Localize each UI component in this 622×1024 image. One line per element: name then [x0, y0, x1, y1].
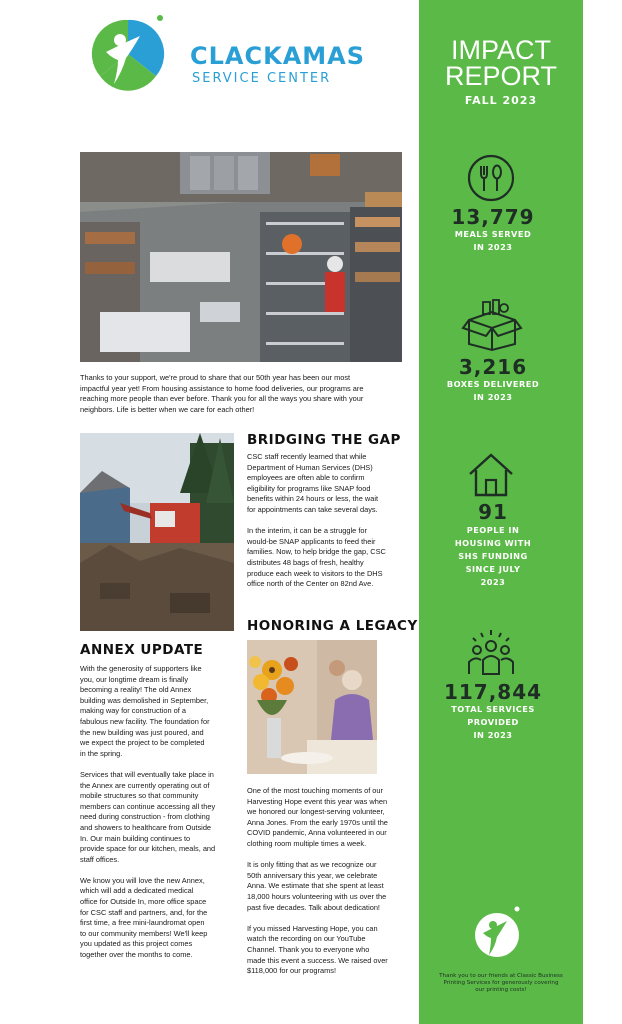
text-line: we honored our longest-serving volunteer,	[247, 807, 385, 817]
text-line: watch the recording on our YouTube	[247, 934, 366, 944]
impact-sidebar	[419, 0, 583, 1024]
text-line: Harvesting Hope event this year was when	[247, 796, 388, 806]
legacy-paragraph-1	[247, 786, 417, 850]
printing-thanks-note	[427, 973, 575, 994]
note-line: our printing costs!	[475, 987, 527, 993]
text-line: and showers to healthcare from Outside	[80, 822, 212, 832]
text-line: eligibility for programs like SNAP food	[247, 483, 371, 493]
text-line: If you missed Harvesting Hope, you can	[247, 923, 378, 933]
text-line: becoming a reality! The old Annex	[80, 685, 192, 695]
text-line: Department of Human Services (DHS)	[247, 462, 373, 472]
text-line: With the generosity of supporters like	[80, 664, 202, 673]
bridging-paragraph-1	[247, 452, 417, 516]
text-line: building was demolished in September,	[80, 695, 209, 705]
label-line: HOUSING WITH	[454, 538, 532, 548]
label-line: IN 2023	[473, 392, 513, 402]
text-line: One of the most touching moments of our	[247, 786, 383, 795]
text-line: would-be SNAP applicants to feed their	[247, 536, 376, 546]
intro-paragraph	[80, 373, 410, 415]
label-line: TOTAL SERVICES	[451, 704, 535, 714]
annex-update-text	[80, 664, 240, 971]
text-line: members can continue accessing all they	[80, 801, 216, 811]
stat-meals-number: 13,779	[451, 205, 535, 229]
stat-boxes-number: 3,216	[458, 355, 528, 379]
label-line: IN 2023	[473, 730, 513, 740]
bridging-gap-heading: BRIDGING THE GAP	[247, 432, 401, 448]
stat-housing-number: 91	[478, 500, 508, 524]
impact-title-line2: REPORT	[444, 61, 558, 91]
text-line: office north of the Center on 82nd Ave.	[247, 579, 374, 589]
text-line: Anna Jones. From the early 1970s until the	[247, 817, 388, 827]
label-line: 2023	[480, 577, 506, 587]
stat-meals-label	[419, 228, 567, 254]
text-line: 50th anniversary this year, we celebrate	[247, 870, 378, 880]
text-line: made this event a success. We raised over	[247, 955, 388, 965]
clackamas-logo	[88, 14, 168, 94]
text-line: CSC staff recently learned that while	[247, 452, 367, 461]
text-line: clothing room multiple times a week.	[247, 838, 367, 848]
annex-paragraph-3	[80, 876, 240, 961]
intro-line: reaching more people than ever before. Thank you for all the ways you share with your	[80, 394, 364, 404]
text-line: to our community members! We'll keep	[80, 928, 208, 938]
text-line: past five decades. Talk about dedication!	[247, 902, 380, 912]
label-line: SINCE JULY	[465, 564, 521, 574]
stat-services-number: 117,844	[443, 680, 543, 704]
stat-boxes-label	[419, 378, 567, 404]
text-line: for CSC staff and partners, and, for the	[80, 907, 208, 917]
impact-title-line1: IMPACT	[451, 35, 551, 65]
text-line: mobile structures so that community	[80, 791, 199, 801]
label-line: BOXES DELIVERED	[446, 379, 540, 389]
honoring-legacy-text	[247, 786, 417, 987]
note-line: Thank you to our friends at Classic Business	[439, 973, 563, 979]
text-line: Services that will eventually take place in	[80, 769, 214, 779]
text-line: Anna. We estimate that she spent at least	[247, 881, 384, 891]
text-line: Channel. Thank you to everyone who	[247, 944, 370, 954]
annex-paragraph-1	[80, 664, 240, 759]
label-line: MEALS SERVED	[454, 229, 532, 239]
text-line: fabulous new facility. The foundation for	[80, 716, 210, 726]
text-line: you, our longtime dream is finally	[80, 674, 189, 684]
text-line: making way for construction of a	[80, 706, 186, 716]
text-line: employees are often able to confirm	[247, 473, 365, 483]
text-line: provide space for our kitchen, meals, and	[80, 844, 216, 854]
text-line: we expect the project to be completed	[80, 738, 205, 748]
text-line: first time, a free mini-laundromat open	[80, 918, 205, 928]
utensils-icon	[466, 153, 516, 203]
text-line: you updated as this project comes	[80, 939, 193, 949]
text-line: which will add a dedicated medical	[80, 886, 194, 896]
boxes-icon	[461, 298, 523, 352]
stat-housing-label	[419, 524, 567, 589]
construction-photo	[80, 433, 234, 631]
season-label: FALL 2023	[464, 94, 538, 107]
text-line: office for Outside In, more office space	[80, 897, 207, 907]
label-line: SHS FUNDING	[458, 551, 528, 561]
text-line: in the spring.	[80, 748, 123, 758]
house-icon	[466, 450, 516, 500]
text-line: In. Our main building continues to	[80, 833, 191, 843]
brand-subtitle: SERVICE CENTER	[192, 71, 332, 86]
text-line: produce each week to visitors to the DHS	[247, 568, 383, 578]
bridging-paragraph-2	[247, 526, 417, 590]
honoring-legacy-heading: HONORING A LEGACY	[247, 618, 418, 634]
note-line: Printing Services for generously covering	[443, 980, 559, 986]
annex-paragraph-2	[80, 770, 240, 865]
intro-line: impactful year yet! From housing assistance to home food deliveries, our programs are	[80, 383, 364, 393]
intro-line: Thanks to your support, we're proud to share that our 50th year has been our most	[80, 373, 351, 382]
label-line: PROVIDED	[467, 717, 519, 727]
text-line: the Annex are currently operating out of	[80, 780, 210, 790]
text-line: benefits within 24 hours or less, the wait	[247, 494, 379, 504]
text-line: 18,000 hours volunteering with us over the	[247, 891, 387, 901]
text-line: together over the months to come.	[80, 950, 193, 960]
text-line: It is only fitting that as we recognize our	[247, 860, 377, 870]
text-line: We know you will love the new Annex,	[80, 875, 205, 885]
text-line: staff offices.	[80, 854, 120, 864]
bridging-gap-text	[247, 452, 417, 600]
text-line: the new building was just poured, and	[80, 727, 204, 737]
legacy-paragraph-3	[247, 924, 417, 977]
text-line: $118,000 for our programs!	[247, 966, 337, 976]
text-line: families. Now, to help bridge the gap, CSC	[247, 547, 386, 557]
brand-name: CLACKAMAS	[190, 42, 366, 70]
text-line: need during construction - from clothing	[80, 812, 210, 822]
intro-line: neighbors. Life is better when we care for each other!	[80, 404, 255, 414]
legacy-paragraph-2	[247, 860, 417, 913]
text-line: In the interim, it can be a struggle for	[247, 526, 367, 536]
clackamas-logo-small	[473, 905, 523, 959]
people-icon	[463, 628, 519, 678]
stat-services-label	[419, 703, 567, 742]
warehouse-photo	[80, 152, 402, 362]
annex-update-heading: ANNEX UPDATE	[80, 642, 204, 658]
label-line: PEOPLE IN	[466, 525, 520, 535]
legacy-event-photo	[247, 640, 377, 774]
text-line: for appointments can take several days.	[247, 504, 378, 514]
text-line: COVID pandemic, Anna volunteered in our	[247, 828, 387, 838]
label-line: IN 2023	[473, 242, 513, 252]
text-line: distributes 48 bags of fresh, healthy	[247, 557, 364, 567]
